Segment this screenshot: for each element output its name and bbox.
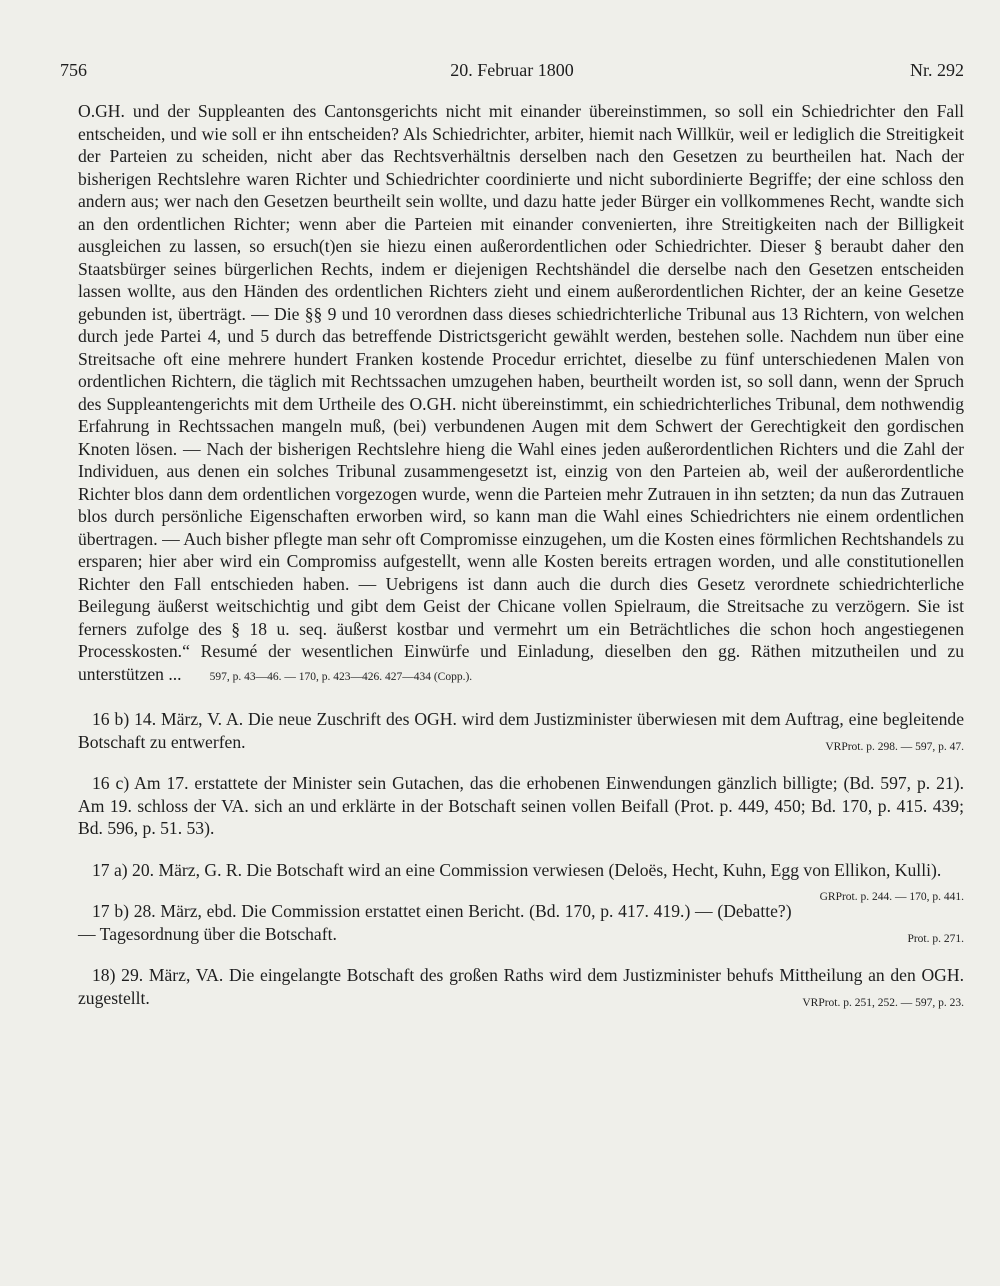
entry-reference: VRProt. p. 251, 252. — 597, p. 23. [802,996,964,1009]
entry-reference: VRProt. p. 298. — 597, p. 47. [825,740,964,753]
entry-16c [78,772,964,840]
page-number: 756 [60,60,87,80]
document-number: Nr. 292 [910,60,964,80]
running-header [60,60,964,88]
entry-text: 16 b) 14. März, V. A. Die neue Zuschrift des OGH. wird dem Justizminister überwiesen mit dem Auftrag, eine begleitende Botschaft zu entwerfen. [78,709,964,752]
entry-text: 18) 29. März, VA. Die eingelangte Botschaft des großen Raths wird dem Justizminister behufs Mittheilung an den OGH. zugestellt. [78,965,964,1008]
continuation-reference: 597, p. 43—46. — 170, p. 423—426. 427—434 (Copp.). [209,670,473,683]
continuation-paragraph [78,100,964,688]
entry-text: 17 a) 20. März, G. R. Die Botschaft wird an eine Commission verwiesen (Deloës, Hecht, Kuhn, Egg von Ellikon, Kulli). [92,859,942,880]
header-date: 20. Februar 1800 [450,60,574,80]
entry-text: 16 c) Am 17. erstattete der Minister sein Gutachen, das die erhobenen Einwendungen gänzlich billigte; (Bd. 597, p. 21). Am 19. schloss der VA. sich an und erklärte in der Botschaft seinen vollen Beifall (Prot. p. 449, 450; Bd. 170, p. 415. 439; Bd. 596, p. 51. 53). [78,773,964,838]
continuation-text: O.GH. und der Suppleanten des Cantonsgerichts nicht mit einander übereinstimmen, so soll ein Schiedrichter den Fall entscheiden, und wie soll er ihn entscheiden? Als Schiedrichter, arbiter, hiemit nach Willkür, weil er lediglich die Streitigkeit der Parteien zu scheiden, nicht aber das Rechtsverhältnis derselben nach den Gesetzen zu beurtheilen hat. Nach der bisherigen Rechtslehre waren Richter und Schiedrichter coordinierte und nicht subordinierte Begriffe; der eine schloss den andern aus; wer nach den Gesetzen beurtheilt sein wollte, und dazu hatte jeder Bürger ein vollkommenes Recht, wandte sich an den ordentlichen Richter; wenn aber die Parteien mit einander convenierten, ihre Streitigkeiten nach der Billigkeit ausgleichen zu lassen, so ersuch(t)en sie hiezu einen außerordentlichen oder Schiedrichter. Dieser § beraubt daher den Staatsbürger seines bürgerlichen Rechts, indem er diejenigen Rechtshändel die derselbe nach den Gesetzen entscheiden lassen wollte, aus den Händen des ordentlichen Richters zieht und einem außerordentlichen Richter, der an keine Gesetze gebunden ist, überträgt. — Die §§ 9 und 10 verordnen dass dieses schiedrichterliche Tribunal aus 13 Richtern, von welchen durch jede Partei 4, und 5 durch das betreffende Districtsgericht gewählt werden, bestehen solle. Nachdem nun über eine Streitsache oft eine mehrere hundert Franken kostende Procedur errichtet, dieselbe zu fünf unterschiedenen Malen von ordentlichen Richtern, die täglich mit Rechtssachen umzugehen haben, beurtheilt worden ist, so soll dann, wenn der Spruch des Suppleantengerichts mit dem Urtheile des O.GH. nicht übereinstimmt, ein schiedrichterliches Tribunal, dem nothwendig Erfahrung in Rechtssachen mangeln muß, (bei) verbundenen Augen mit dem Schwert der Gerechtigkeit den gordischen Knoten lösen. — Nach der bisherigen Rechtslehre hieng die Wahl eines jeden außerordentlichen Richters und die Zahl der Individuen, aus denen ein solches Tribunal zusammengesetzt ist, einzig von den Parteien ab, weil der außerordentliche Richter blos dann dem ordentlichen vorgezogen wurde, wenn die Parteien mehr Zutrauen in ihn setzten; da nun das Zutrauen blos durch persönliche Eigenschaften erworben wird, so kann man die Wahl eines Schiedrichters nie einem ordentlichen übertragen. — Auch bisher pflegte man sehr oft Compromisse einzugehen, um die Kosten eines förmlichen Rechtshandels zu ersparen; hier aber wird ein Compromiss aufgestellt, wenn alle Kosten bereits ertragen worden, und alle constitutionellen Richter den Fall entschieden haben. — Uebrigens ist dann auch die durch dies Gesetz verordnete schiedrichterliche Beilegung äußerst weitschichtig und gibt dem Geist der Chicane vollen Spielraum, die Streitsache zu verzögern. Sie ist ferners zufolge des § 18 u. seq. äußerst kostbar und vermehrt um ein Beträchtliches die schon hoch angestiegenen Processkosten.“ Resumé der wesentlichen Einwürfe und Einladung, dieselben den gg. Räthen mitzutheilen und zu unterstützen ... [78,101,964,684]
entry-reference: GRProt. p. 244. — 170, p. 441. [819,891,964,903]
entry-17a [78,859,964,903]
entry-16b [78,708,964,753]
entry-reference: Prot. p. 271. [907,932,964,945]
entry-text: 17 b) 28. März, ebd. Die Commission erstattet einen Bericht. (Bd. 170, p. 417. 419.) — (Debatte?) — Tagesordnung über die Botschaft. [78,901,792,944]
page-body [78,100,964,1028]
entry-18 [78,964,964,1009]
